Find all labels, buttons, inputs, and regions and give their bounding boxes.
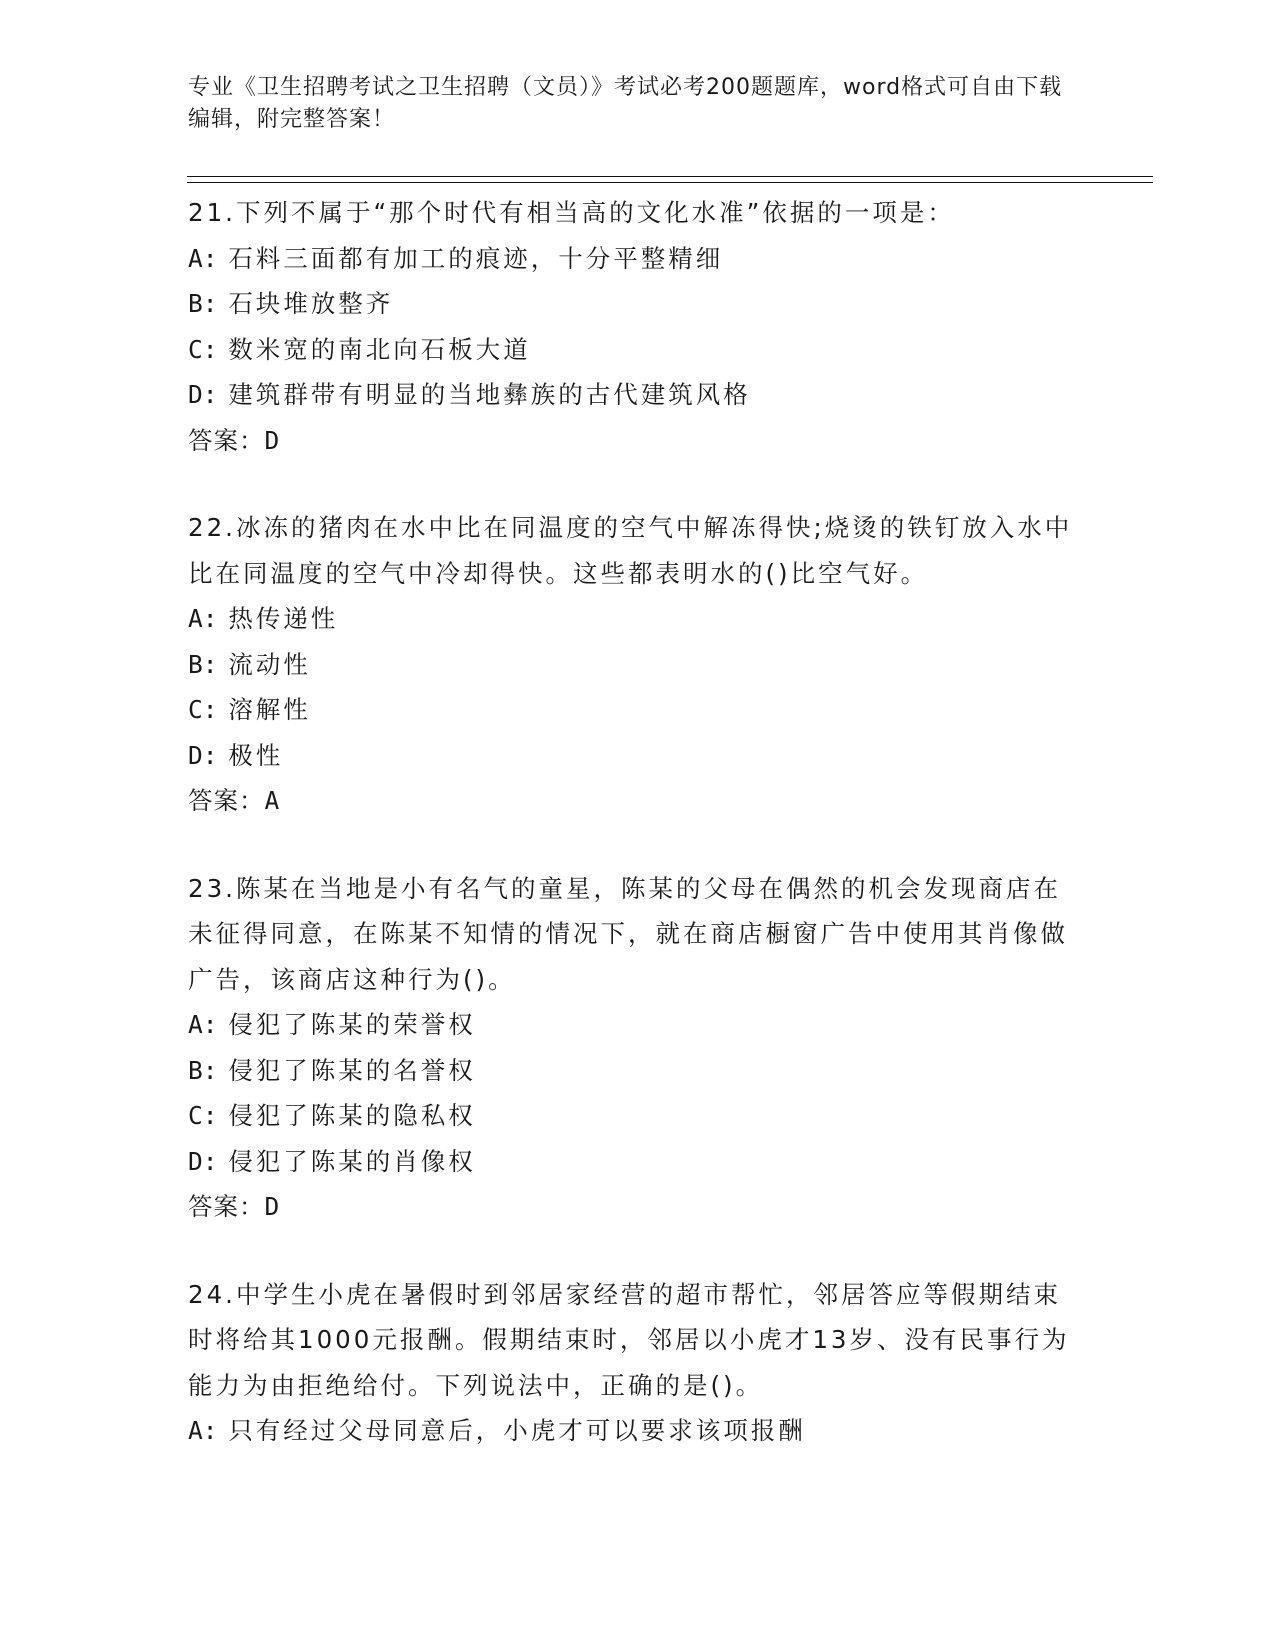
header-divider-bottom xyxy=(187,182,1153,183)
question-list xyxy=(188,190,1088,1496)
answer-value: D xyxy=(264,425,281,455)
question-stem: 21.下列不属于“那个时代有相当高的文化水准”依据的一项是： xyxy=(188,198,955,227)
option-a xyxy=(188,1408,1088,1454)
option-key: B: xyxy=(188,649,218,679)
option-a xyxy=(188,596,1088,642)
question-stem: 24.中学生小虎在暑假时到邻居家经营的超市帮忙，邻居答应等假期结束时将给其1000元报酬。假期结束时，邻居以小虎才13岁、没有民事行为能力为由拒绝给付。下列说法中，正确的是()。 xyxy=(188,1279,1070,1400)
option-text: 石料三面都有加工的痕迹，十分平整精细 xyxy=(228,243,724,273)
option-key: A: xyxy=(188,604,218,633)
option-text: 建筑群带有明显的当地彝族的古代建筑风格 xyxy=(228,380,751,409)
option-key: D: xyxy=(188,1146,218,1176)
answer-value: D xyxy=(264,1192,281,1221)
answer-label: 答案： xyxy=(188,425,265,455)
answer-line xyxy=(188,418,1088,464)
question-24 xyxy=(188,1272,1088,1454)
option-key: D: xyxy=(188,740,218,770)
answer-value: A xyxy=(264,786,281,815)
option-d xyxy=(188,1139,1088,1185)
option-key: B: xyxy=(188,289,218,318)
answer-line xyxy=(188,778,1088,824)
option-c xyxy=(188,687,1088,733)
option-d xyxy=(188,733,1088,779)
option-key: A: xyxy=(188,1010,218,1039)
header-intro: 专业《卫生招聘考试之卫生招聘（文员）》考试必考200题题库，word格式可自由下载编辑，附完整答案！ xyxy=(188,75,1063,132)
option-text: 只有经过父母同意后，小虎才可以要求该项报酬 xyxy=(228,1416,806,1445)
option-c xyxy=(188,327,1088,373)
option-text: 极性 xyxy=(228,740,284,770)
option-text: 侵犯了陈某的荣誉权 xyxy=(228,1010,476,1039)
option-d xyxy=(188,372,1088,418)
option-text: 侵犯了陈某的名誉权 xyxy=(228,1055,476,1085)
option-text: 侵犯了陈某的肖像权 xyxy=(228,1146,476,1176)
option-b xyxy=(188,642,1088,688)
question-22 xyxy=(188,505,1088,824)
option-key: C: xyxy=(188,1101,218,1130)
option-key: A: xyxy=(188,243,218,273)
question-23 xyxy=(188,866,1088,1230)
option-key: A: xyxy=(188,1416,218,1445)
option-text: 热传递性 xyxy=(228,604,339,633)
answer-label: 答案： xyxy=(188,786,265,815)
option-b xyxy=(188,1048,1088,1094)
answer-label: 答案： xyxy=(188,1192,265,1221)
option-text: 石块堆放整齐 xyxy=(228,289,394,318)
option-key: D: xyxy=(188,380,218,409)
header-divider-top xyxy=(187,176,1153,177)
answer-line xyxy=(188,1184,1088,1230)
option-text: 数米宽的南北向石板大道 xyxy=(228,334,531,364)
question-21 xyxy=(188,190,1088,463)
question-stem: 23.陈某在当地是小有名气的童星，陈某的父母在偶然的机会发现商店在未征得同意，在陈某不知情的情况下，就在商店橱窗广告中使用其肖像做广告，该商店这种行为()。 xyxy=(188,873,1068,994)
option-key: C: xyxy=(188,334,218,364)
option-text: 流动性 xyxy=(228,649,311,679)
option-text: 溶解性 xyxy=(228,695,311,724)
option-a xyxy=(188,1002,1088,1048)
option-key: C: xyxy=(188,695,218,724)
option-key: B: xyxy=(188,1055,218,1085)
document-header xyxy=(188,72,1068,136)
option-text: 侵犯了陈某的隐私权 xyxy=(228,1101,476,1130)
option-c xyxy=(188,1093,1088,1139)
option-a xyxy=(188,236,1088,282)
option-b xyxy=(188,281,1088,327)
question-stem: 22.冰冻的猪肉在水中比在同温度的空气中解冻得快;烧烫的铁钉放入水中比在同温度的空气中冷却得快。这些都表明水的()比空气好。 xyxy=(188,513,1073,588)
